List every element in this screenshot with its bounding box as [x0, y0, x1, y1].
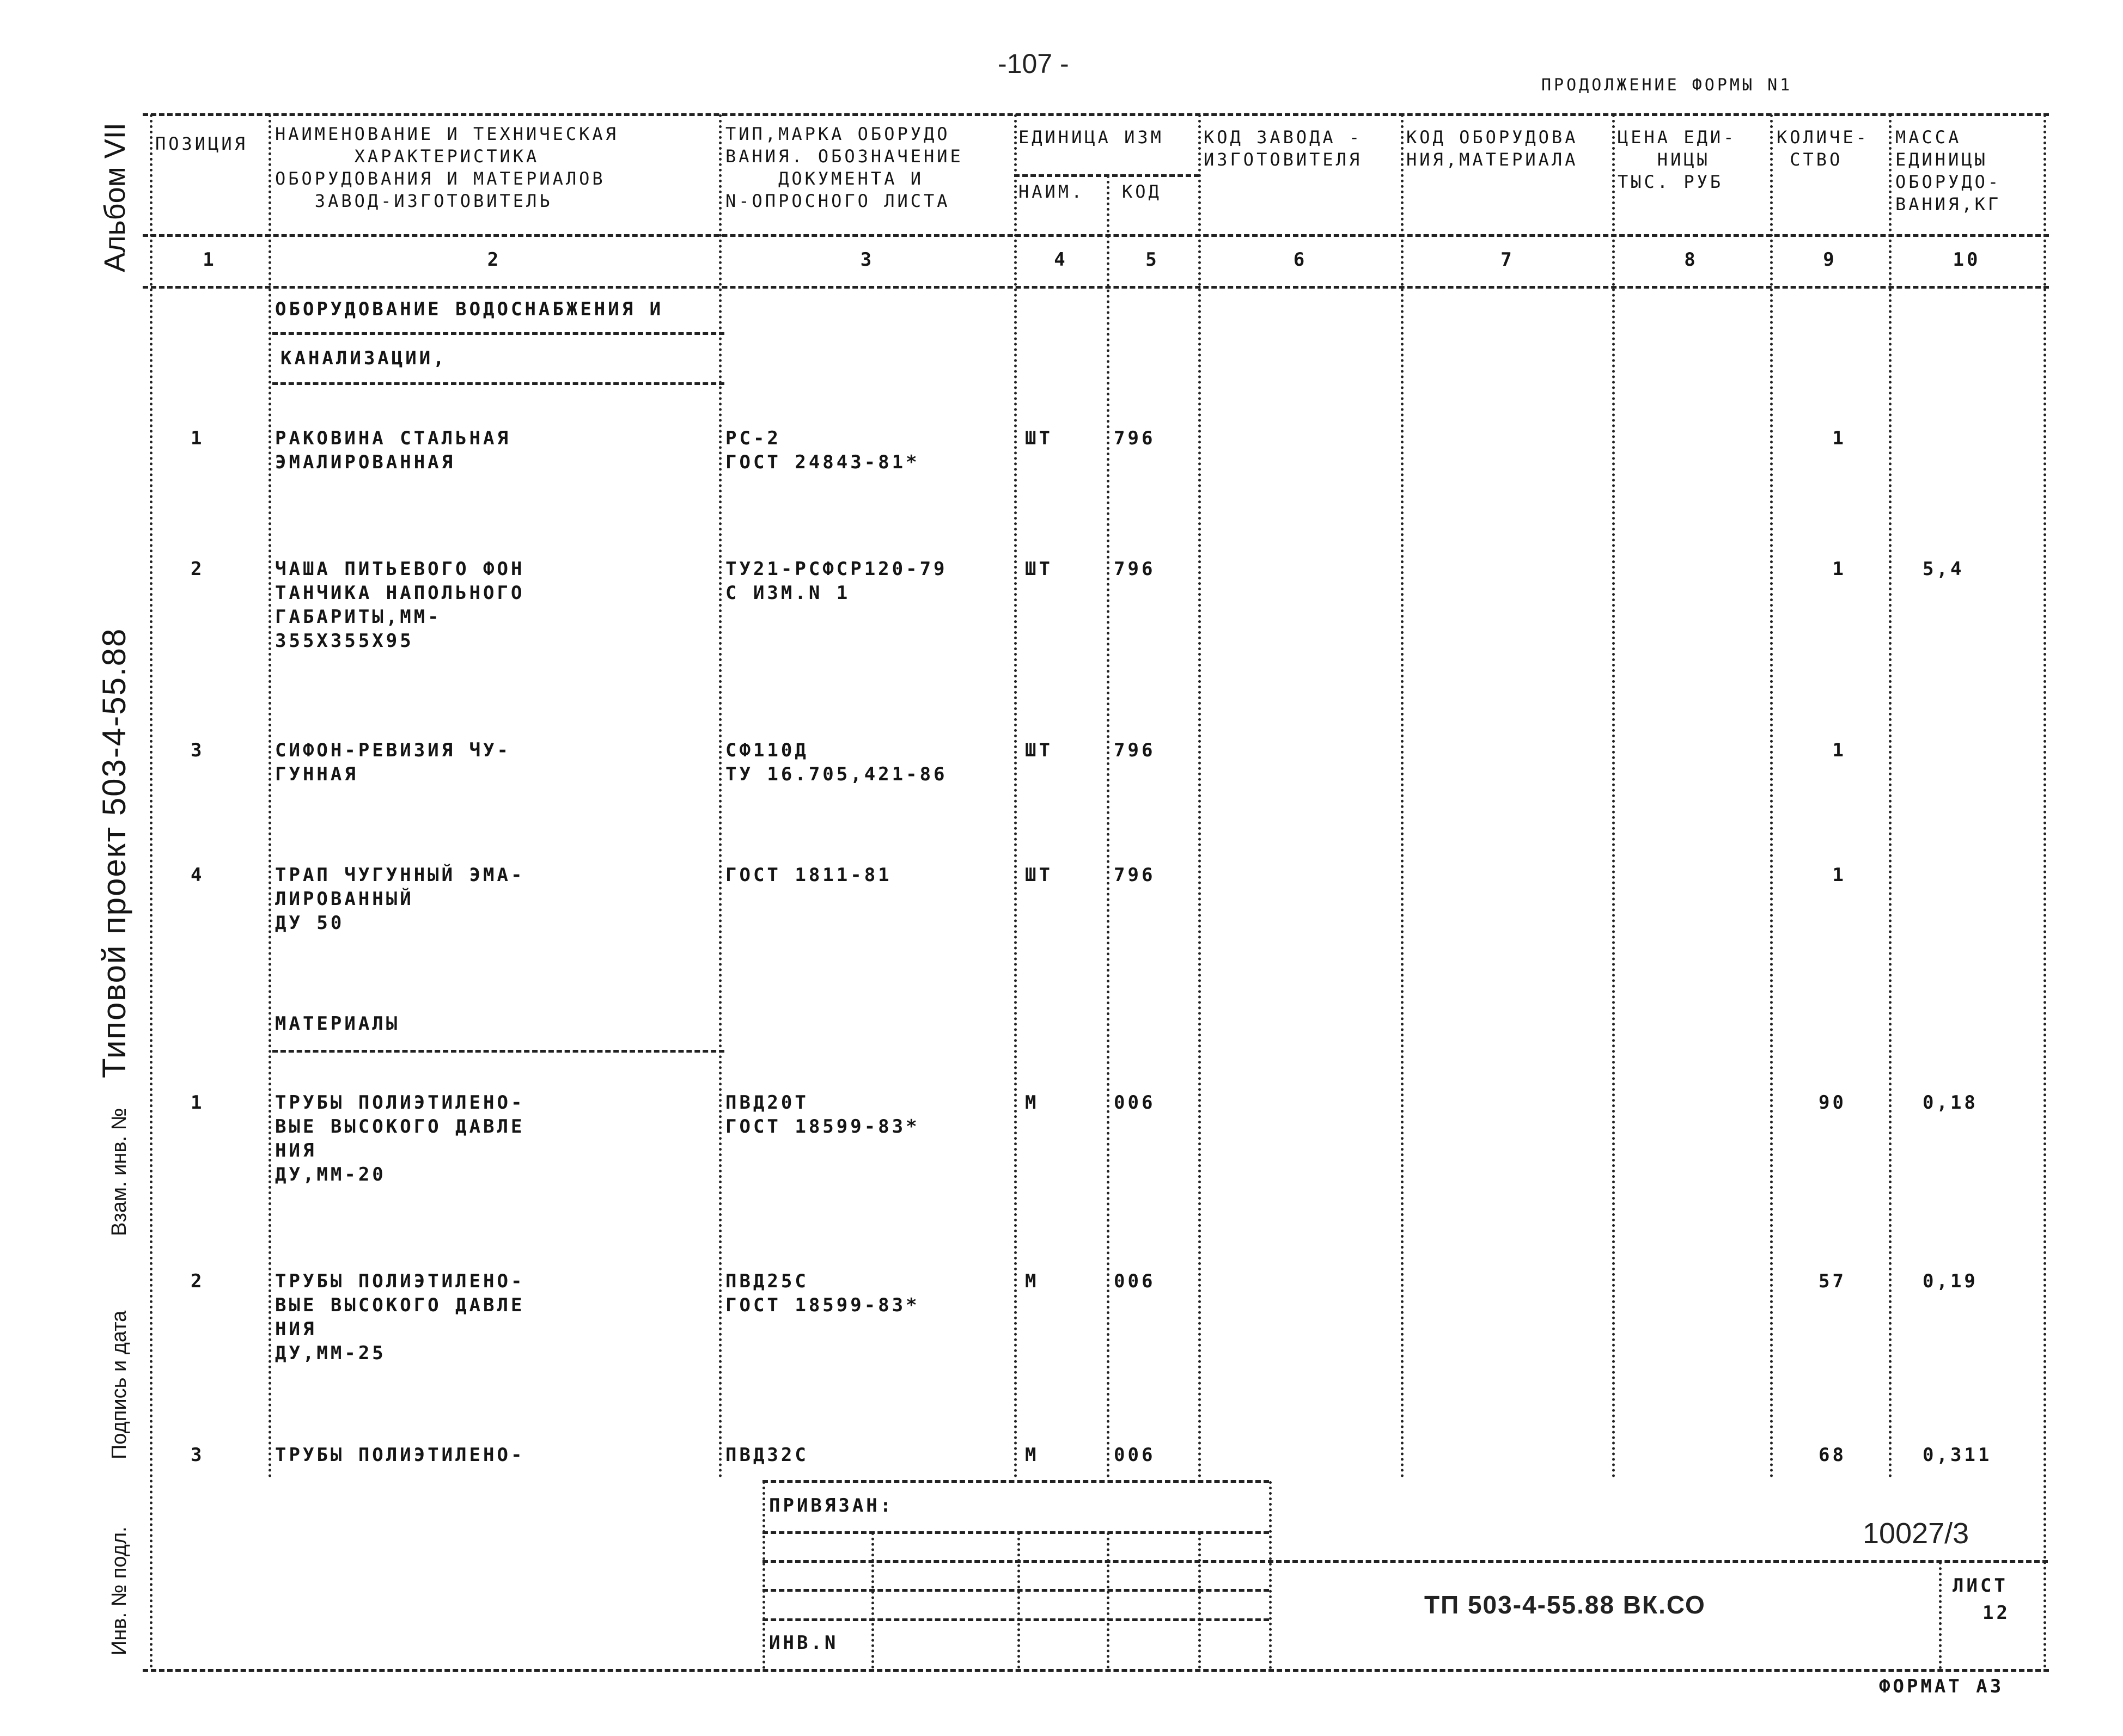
section-materials: МАТЕРИАЛЫ — [275, 1013, 400, 1035]
stamp-sep-c — [1017, 1532, 1020, 1668]
header-unit-name: НАИМ. — [1018, 181, 1085, 202]
continuation-note: ПРОДОЛЖЕНИЕ ФОРМЫ N1 — [1541, 76, 1793, 95]
header-type: ТИП,МАРКА ОБОРУДО ВАНИЯ. ОБОЗНАЧЕНИЕ ДОКУМЕНТА И N-ОПРОСНОГО ЛИСТА — [725, 124, 963, 211]
stamp-sep-e — [1198, 1532, 1201, 1668]
section-equipment-cont: КАНАЛИЗАЦИИ, — [280, 347, 447, 369]
row-7-qty: 68 — [1819, 1444, 1846, 1466]
rule-section-2 — [272, 382, 724, 385]
stamp-sheet-number: 12 — [1982, 1602, 2010, 1624]
row-2-type: ТУ21-РСФСР120-79 С ИЗМ.N 1 — [725, 558, 948, 604]
stamp-rule-3 — [762, 1589, 1269, 1592]
row-1-type: РС-2 ГОСТ 24843-81* — [725, 427, 920, 473]
stamp-rule-2 — [762, 1560, 2048, 1563]
row-3-pos: 3 — [191, 739, 205, 761]
colnum-5: 5 — [1145, 249, 1160, 271]
stamp-sep-d — [1107, 1532, 1109, 1668]
row-7-type: ПВД32С — [725, 1444, 809, 1466]
header-factory-code: КОД ЗАВОДА - ИЗГОТОВИТЕЛЯ — [1204, 127, 1363, 170]
col-sep-7 — [1612, 114, 1615, 1478]
row-3-code: 796 — [1114, 739, 1156, 761]
stamp-sep-f — [1269, 1481, 1272, 1669]
stamp-rule-top — [762, 1480, 1269, 1483]
row-2-code: 796 — [1114, 558, 1156, 580]
row-7-mass: 0,311 — [1923, 1444, 1992, 1466]
header-name: НАИМЕНОВАНИЕ И ТЕХНИЧЕСКАЯ ХАРАКТЕРИСТИКА ОБОРУДОВАНИЯ И МАТЕРИАЛОВ ЗАВОД-ИЗГОТОВИТЕЛЬ — [275, 124, 619, 211]
stamp-sep-b — [871, 1532, 874, 1668]
row-5-type: ПВД20Т ГОСТ 18599-83* — [725, 1092, 920, 1138]
section-equipment: ОБОРУДОВАНИЕ ВОДОСНАБЖЕНИЯ И — [275, 298, 664, 320]
col-sep-8 — [1770, 114, 1773, 1478]
rule-bottom — [143, 1669, 2049, 1672]
row-2-mass: 5,4 — [1923, 558, 1965, 580]
side-inv-podl: Инв. № подл. — [108, 1526, 131, 1655]
row-6-code: 006 — [1114, 1270, 1156, 1292]
colnum-6: 6 — [1293, 249, 1308, 271]
row-1-unit: ШТ — [1025, 427, 1053, 449]
row-3-type: СФ110Д ТУ 16.705,421-86 — [725, 739, 948, 785]
stamp-sheet-label: ЛИСТ — [1953, 1575, 2008, 1597]
rule-header-bottom — [143, 234, 2049, 237]
row-3-name: СИФОН-РЕВИЗИЯ ЧУ- ГУННАЯ — [275, 739, 511, 785]
row-5-unit: М — [1025, 1092, 1039, 1114]
row-2-name: ЧАША ПИТЬЕВОГО ФОН ТАНЧИКА НАПОЛЬНОГО ГАБАРИТЫ,ММ- 355Х355Х95 — [275, 558, 525, 652]
col-sep-10 — [2043, 114, 2046, 1669]
rule-colnum-bottom — [143, 286, 2049, 289]
header-quantity: КОЛИЧЕ- СТВО — [1777, 127, 1869, 170]
row-6-qty: 57 — [1819, 1270, 1846, 1292]
row-2-qty: 1 — [1832, 558, 1846, 580]
row-2-pos: 2 — [191, 558, 205, 580]
rule-top — [143, 113, 2049, 116]
side-vzam: Взам. инв. № — [108, 1108, 131, 1236]
side-album: Альбом VII — [99, 123, 131, 272]
col-sep-6 — [1401, 114, 1404, 1478]
format-label: ФОРМАТ А3 — [1879, 1676, 2004, 1697]
col-sep-4 — [1107, 175, 1109, 1478]
row-4-name: ТРАП ЧУГУННЫЙ ЭМА- ЛИРОВАННЫЙ ДУ 50 — [275, 864, 525, 934]
row-4-code: 796 — [1114, 864, 1156, 886]
stamp-doc-code: ТП 503-4-55.88 ВК.СО — [1424, 1591, 1706, 1619]
row-4-qty: 1 — [1832, 864, 1846, 886]
row-7-pos: 3 — [191, 1444, 205, 1466]
header-mass: МАССА ЕДИНИЦЫ ОБОРУДО- ВАНИЯ,КГ — [1895, 127, 2002, 215]
row-5-name: ТРУБЫ ПОЛИЭТИЛЕНО- ВЫЕ ВЫСОКОГО ДАВЛЕ НИЯ ДУ,ММ-20 — [275, 1092, 525, 1185]
colnum-9: 9 — [1823, 249, 1837, 271]
row-5-qty: 90 — [1819, 1092, 1846, 1114]
col-sep-3 — [1014, 114, 1017, 1478]
row-6-type: ПВД25С ГОСТ 18599-83* — [725, 1270, 920, 1316]
row-4-pos: 4 — [191, 864, 205, 886]
header-equipment-code: КОД ОБОРУДОВА НИЯ,МАТЕРИАЛА — [1406, 127, 1578, 170]
colnum-4: 4 — [1054, 249, 1068, 271]
stamp-handwritten-number: 10027/3 — [1863, 1517, 1969, 1550]
col-sep-0 — [150, 114, 152, 1669]
row-6-pos: 2 — [191, 1270, 205, 1292]
stamp-rule-4 — [762, 1618, 1269, 1621]
row-3-qty: 1 — [1832, 739, 1846, 761]
col-sep-1 — [269, 114, 271, 1478]
row-5-code: 006 — [1114, 1092, 1156, 1114]
rule-materials — [272, 1050, 724, 1053]
row-5-mass: 0,18 — [1923, 1092, 1978, 1114]
row-3-unit: ШТ — [1025, 739, 1053, 761]
stamp-bound: ПРИВЯЗАН: — [769, 1495, 894, 1517]
row-6-unit: М — [1025, 1270, 1039, 1292]
header-unit-code: КОД — [1122, 181, 1162, 202]
row-6-mass: 0,19 — [1923, 1270, 1978, 1292]
row-2-unit: ШТ — [1025, 558, 1053, 580]
row-7-unit: М — [1025, 1444, 1039, 1466]
header-unit-group: ЕДИНИЦА ИЗМ — [1018, 127, 1164, 148]
colnum-3: 3 — [860, 249, 875, 271]
row-5-pos: 1 — [191, 1092, 205, 1114]
side-project: Типовой проект 503-4-55.88 — [96, 627, 132, 1078]
row-1-name: РАКОВИНА СТАЛЬНАЯ ЭМАЛИРОВАННАЯ — [275, 427, 511, 473]
col-sep-9 — [1889, 114, 1892, 1478]
stamp-sep-g — [1939, 1562, 1942, 1669]
row-1-code: 796 — [1114, 427, 1156, 449]
row-4-unit: ШТ — [1025, 864, 1053, 886]
colnum-1: 1 — [203, 249, 217, 271]
row-6-name: ТРУБЫ ПОЛИЭТИЛЕНО- ВЫЕ ВЫСОКОГО ДАВЛЕ НИЯ ДУ,ММ-25 — [275, 1270, 525, 1364]
row-7-name: ТРУБЫ ПОЛИЭТИЛЕНО- — [275, 1444, 525, 1466]
rule-section-1 — [272, 332, 724, 335]
colnum-10: 10 — [1953, 249, 1981, 271]
colnum-8: 8 — [1684, 249, 1698, 271]
page-number: -107 - — [998, 48, 1069, 79]
stamp-rule-1 — [762, 1531, 1269, 1534]
row-1-pos: 1 — [191, 427, 205, 449]
stamp-sep-a — [762, 1481, 765, 1669]
header-position: ПОЗИЦИЯ — [155, 133, 248, 154]
side-podp: Подпись и дата — [108, 1310, 131, 1459]
row-7-code: 006 — [1114, 1444, 1156, 1466]
colnum-2: 2 — [487, 249, 502, 271]
colnum-7: 7 — [1500, 249, 1515, 271]
col-sep-2 — [719, 114, 722, 1478]
header-price: ЦЕНА ЕДИ- НИЦЫ ТЫС. РУБ — [1618, 127, 1737, 192]
col-sep-5 — [1198, 114, 1201, 1478]
stamp-inv: ИНВ.N — [769, 1632, 839, 1654]
row-1-qty: 1 — [1832, 427, 1846, 449]
row-4-type: ГОСТ 1811-81 — [725, 864, 892, 886]
